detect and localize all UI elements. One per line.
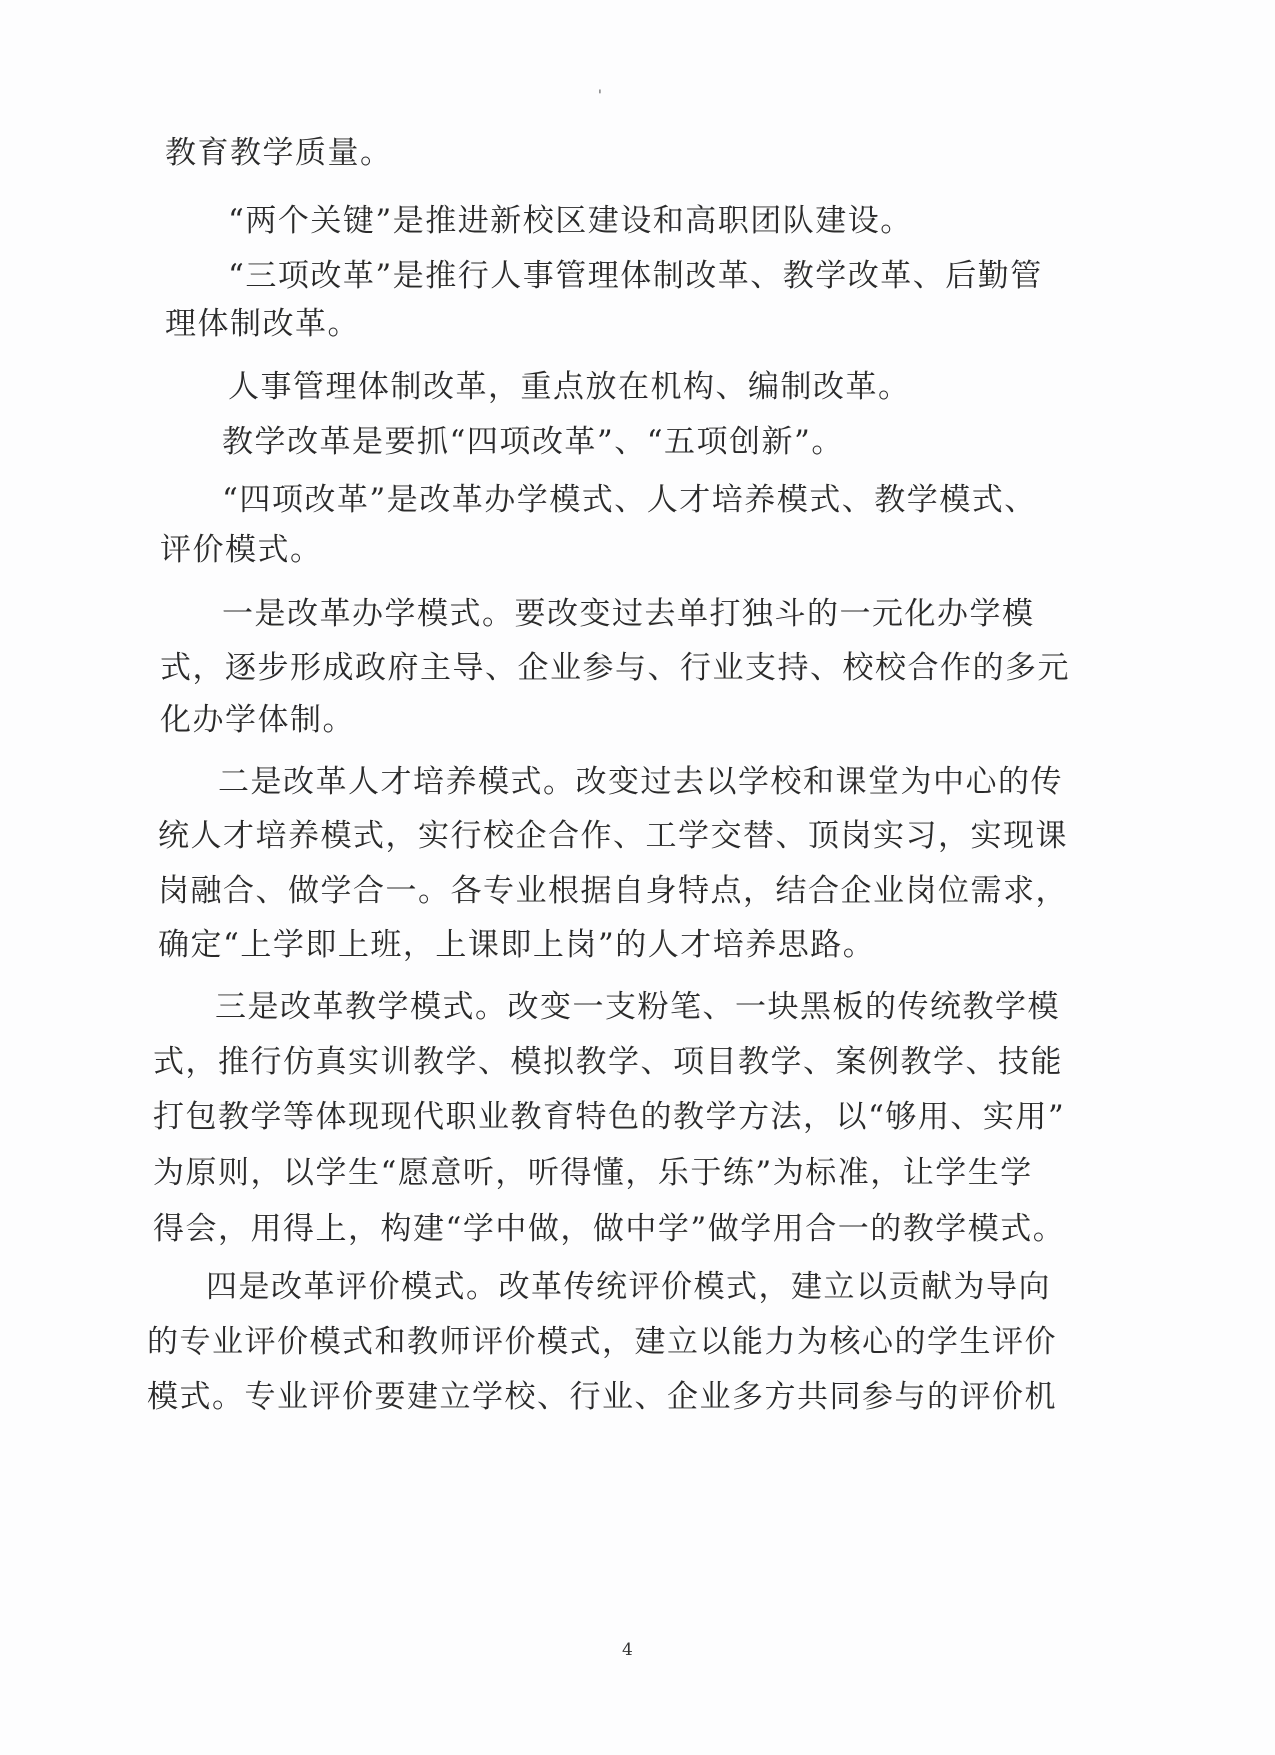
text-line: “两个关键”是推进新校区建设和高职团队建设。 [228,203,913,239]
top-mark: ' [598,88,602,104]
text-line: 确定“上学即上班，上课即上岗”的人才培养思路。 [158,927,876,963]
text-line: 的专业评价模式和教师评价模式，建立以能力为核心的学生评价 [147,1324,1057,1360]
text-line: 教学改革是要抓“四项改革”、“五项创新”。 [222,424,844,460]
text-line: 式，逐步形成政府主导、企业参与、行业支持、校校合作的多元 [160,650,1070,686]
text-line: 式，推行仿真实训教学、模拟教学、项目教学、案例教学、技能 [153,1044,1063,1080]
text-line: 二是改革人才培养模式。改变过去以学校和课堂为中心的传 [218,764,1063,800]
text-line: 三是改革教学模式。改变一支粉笔、一块黑板的传统教学模 [215,989,1060,1025]
text-line: 四是改革评价模式。改革传统评价模式，建立以贡献为导向 [206,1269,1051,1305]
text-line: 一是改革办学模式。要改变过去单打独斗的一元化办学模 [222,596,1035,632]
text-line: 岗融合、做学合一。各专业根据自身特点，结合企业岗位需求， [158,873,1068,909]
text-line: 得会，用得上，构建“学中做，做中学”做学用合一的教学模式。 [153,1211,1066,1247]
text-line: 评价模式。 [160,532,323,568]
text-line: 理体制改革。 [165,306,360,342]
text-line: “三项改革”是推行人事管理体制改革、教学改革、后勤管 [228,258,1043,294]
text-line: 统人才培养模式，实行校企合作、工学交替、顶岗实习，实现课 [158,818,1068,854]
page-number: 4 [622,1640,633,1660]
text-line: 模式。专业评价要建立学校、行业、企业多方共同参与的评价机 [147,1379,1057,1415]
text-line: “四项改革”是改革办学模式、人才培养模式、教学模式、 [222,482,1037,518]
text-line: 人事管理体制改革，重点放在机构、编制改革。 [228,369,911,405]
text-line: 教育教学质量。 [165,135,393,171]
text-line: 打包教学等体现现代职业教育特色的教学方法，以“够用、实用” [153,1099,1066,1135]
text-line: 为原则，以学生“愿意听，听得懂，乐于练”为标准，让学生学 [153,1155,1033,1191]
text-line: 化办学体制。 [160,702,355,738]
